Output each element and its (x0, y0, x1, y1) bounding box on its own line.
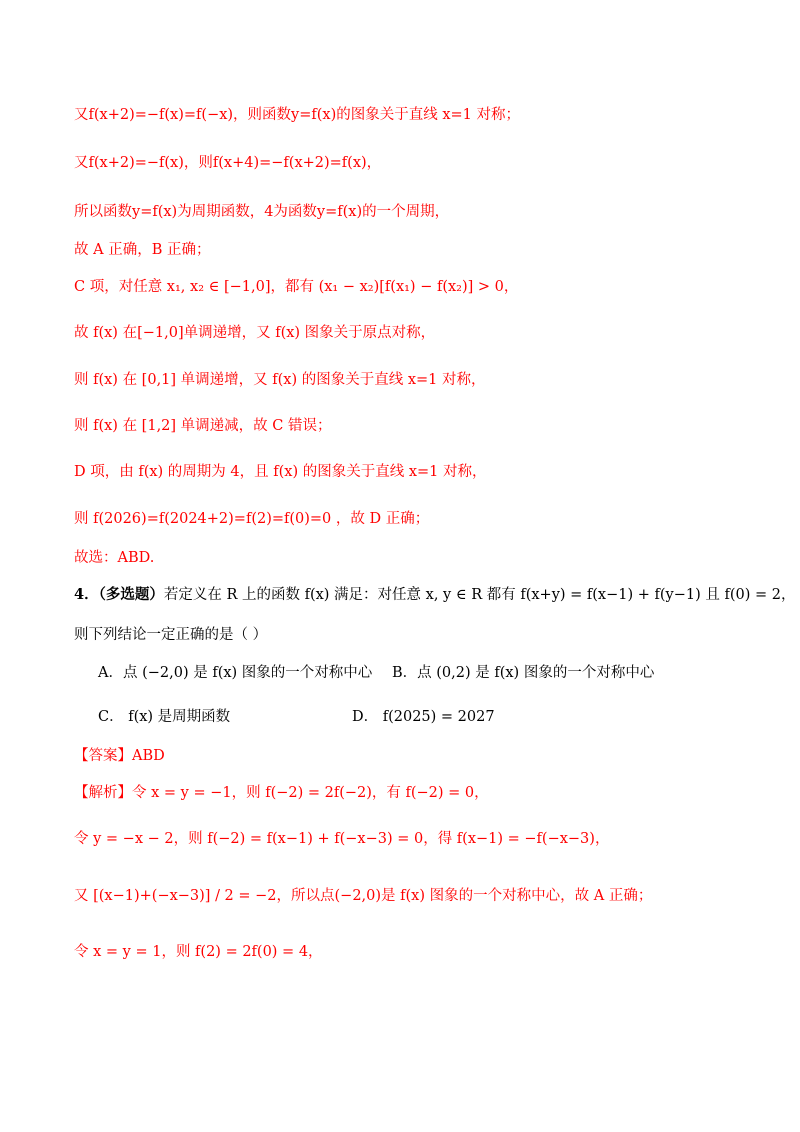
option-d: D． f(2025) = 2027 (352, 709, 495, 725)
question-stem (74, 584, 796, 606)
solution-line-7: 则 f(x) 在 [0,1] 单调递增，又 f(x) 的图象关于直线 x=1 对称， (74, 372, 486, 388)
analysis-line-1: 【解析】令 x = y = −1，则 f(−2) = 2f(−2)，有 f(−2) = 0， (74, 785, 489, 801)
question-stem-text: 若定义在 R 上的函数 f(x) 满足：对任意 x, y ∈ R 都有 f(x+y) = f(x−1) + f(y−1) 且 f(0) = 2， (163, 587, 796, 603)
question-tag: （多选题） (98, 586, 164, 603)
solution-line-4: 故 A 正确，B 正确； (74, 242, 211, 258)
option-c: C． f(x) 是周期函数 (98, 709, 231, 725)
solution-line-9: D 项，由 f(x) 的周期为 4，且 f(x) 的图象关于直线 x=1 对称， (74, 464, 487, 480)
answer-label: 【答案】ABD (74, 748, 165, 764)
analysis-line-2: 令 y = −x − 2，则 f(−2) = f(x−1) + f(−x−3) = 0，得 f(x−1) = −f(−x−3)， (74, 831, 610, 847)
solution-line-6: 故 f(x) 在[−1,0]单调递增，又 f(x) 图象关于原点对称， (74, 325, 436, 341)
solution-line-2: 又f(x+2)=−f(x)，则f(x+4)=−f(x+2)=f(x)， (74, 155, 382, 171)
analysis-line-4: 令 x = y = 1，则 f(2) = 2f(0) = 4， (74, 944, 323, 960)
solution-line-3: 所以函数y=f(x)为周期函数，4为函数y=f(x)的一个周期， (74, 204, 450, 220)
option-b: B．点 (0,2) 是 f(x) 图象的一个对称中心 (392, 665, 655, 681)
analysis-line-3: 又 [(x−1)+(−x−3)] / 2 = −2，所以点(−2,0)是 f(x) 图象的一个对称中心，故 A 正确； (74, 888, 653, 904)
option-a: A．点 (−2,0) 是 f(x) 图象的一个对称中心 (98, 665, 373, 681)
solution-line-1: 又f(x+2)=−f(x)=f(−x)，则函数y=f(x)的图象关于直线 x=1 对称； (74, 107, 521, 123)
question-stem-2: 则下列结论一定正确的是（ ） (74, 627, 268, 643)
solution-line-10: 则 f(2026)=f(2024+2)=f(2)=f(0)=0 ，故 D 正确； (74, 511, 430, 527)
solution-line-8: 则 f(x) 在 [1,2] 单调递减，故 C 错误； (74, 418, 332, 434)
solution-line-11: 故选：ABD. (74, 550, 155, 566)
solution-line-5: C 项，对任意 x₁, x₂ ∈ [−1,0]，都有 (x₁ − x₂)[f(x₁) − f(x₂)] > 0， (74, 279, 519, 295)
question-number: 4． (74, 586, 99, 603)
